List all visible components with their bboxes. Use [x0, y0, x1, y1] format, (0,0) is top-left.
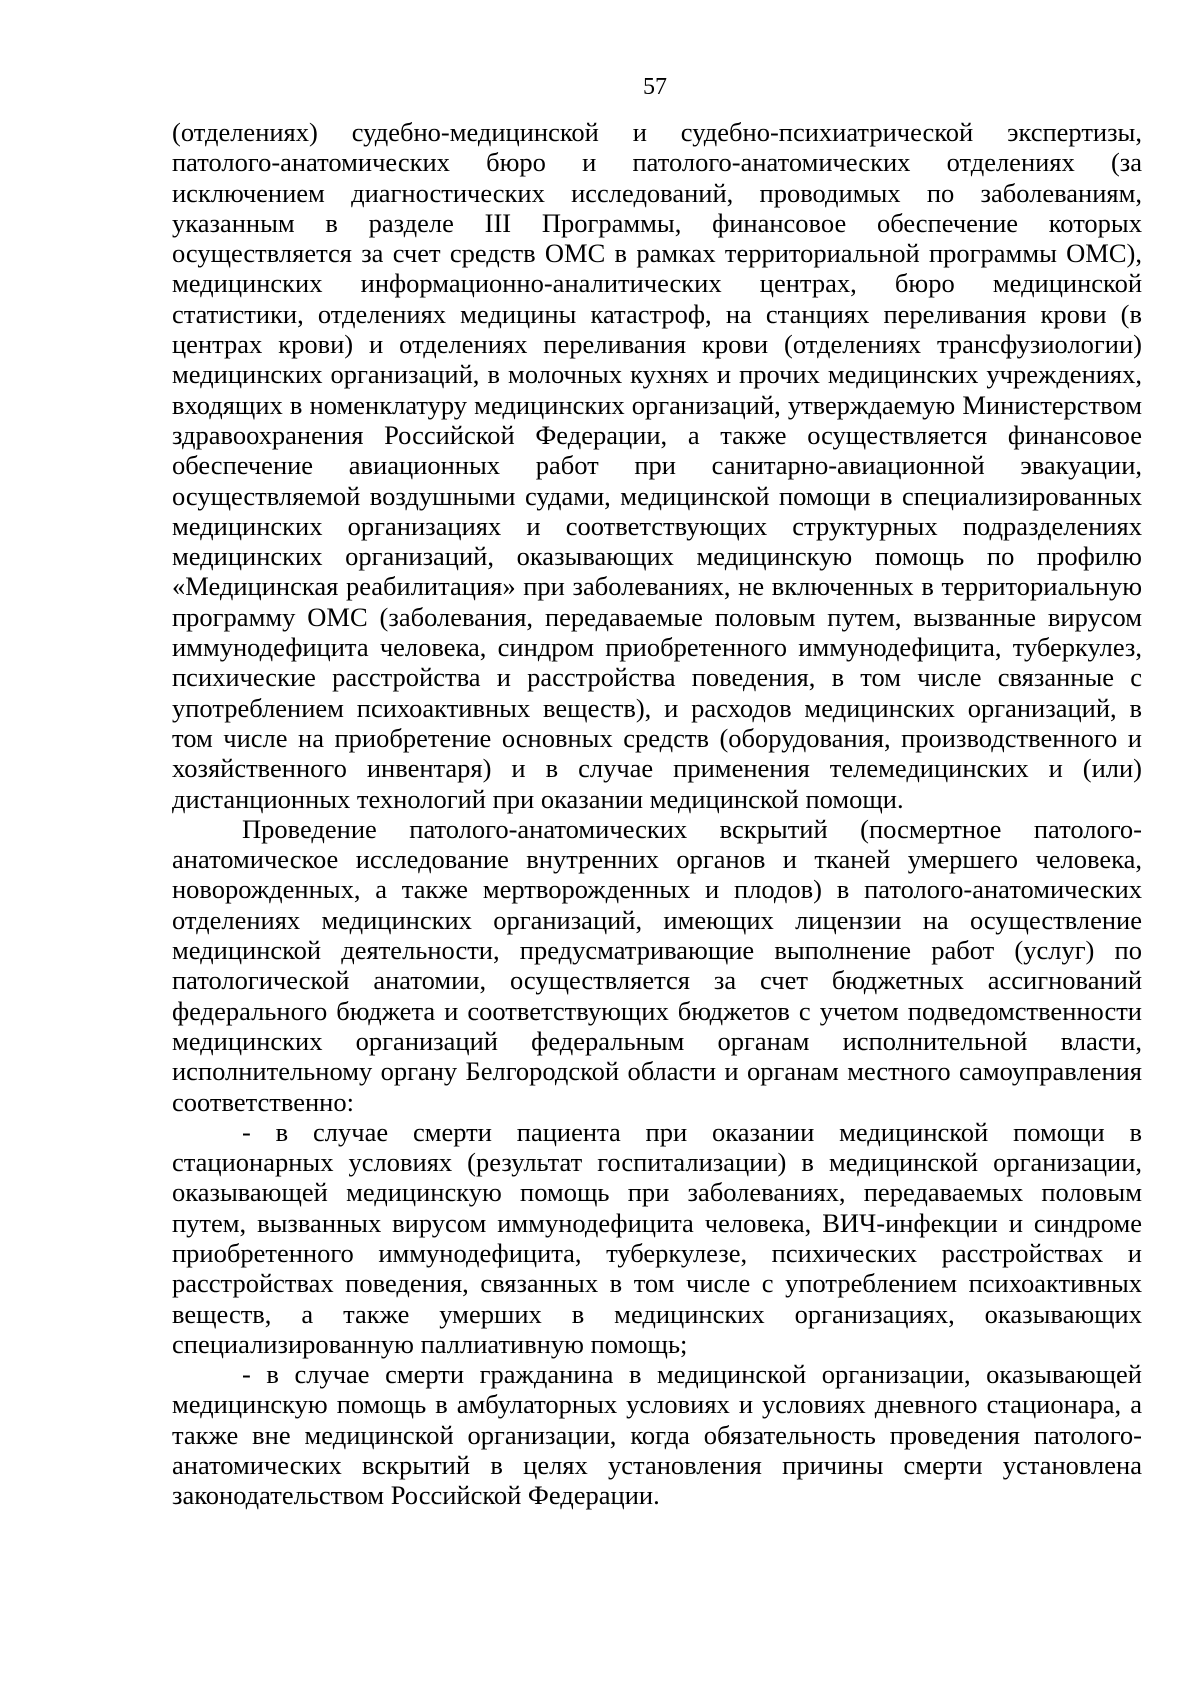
paragraph-continuation: (отделениях) судебно-медицинской и судебно-психиатрической экспертизы, патолого-анатомических бюро и патолого-анатомических отделениях (за исключением диагностических исследований, проводимых по заболеваниям, указанным в разделе III Программы, финансовое обеспечение которых осуществляется за счет средств ОМС в рамках территориальной программы ОМС), медицинских информационно-аналитических центрах, бюро медицинской статистики, отделениях медицины катастроф, на станциях переливания крови (в центрах крови) и отделениях переливания крови (отделениях трансфузиологии) медицинских организаций, в молочных кухнях и прочих медицинских учреждениях, входящих в номенклатуру медицинских организаций, утверждаемую Министерством здравоохранения Российской Федерации, а также осуществляется финансовое обеспечение авиационных работ при санитарно-авиационной эвакуации, осуществляемой воздушными судами, медицинской помощи в специализированных медицинских организациях и соответствующих структурных подразделениях медицинских организаций, оказывающих медицинскую помощь по профилю «Медицинская реабилитация» при заболеваниях, не включенных в территориальную программу ОМС (заболевания, передаваемые половым путем, вызванные вирусом иммунодефицита человека, синдром приобретенного иммунодефицита, туберкулез, психические расстройства и расстройства поведения, в том числе связанные с употреблением психоактивных веществ), и расходов медицинских организаций, в том числе на приобретение основных средств (оборудования, производственного и хозяйственного инвентаря) и в случае применения телемедицинских и (или) дистанционных технологий при оказании медицинской помощи.: [172, 117, 1142, 814]
paragraph-autopsy: Проведение патолого-анатомических вскрытий (посмертное патолого-анатомическое исследование внутренних органов и тканей умершего человека, новорожденных, а также мертворожденных и плодов) в патолого-анатомических отделениях медицинских организаций, имеющих лицензии на осуществление медицинской деятельности, предусматривающие выполнение работ (услуг) по патологической анатомии, осуществляется за счет бюджетных ассигнований федерального бюджета и соответствующих бюджетов с учетом подведомственности медицинских организаций федеральным органам исполнительной власти, исполнительному органу Белгородской области и органам местного самоуправления соответственно:: [172, 813, 1142, 1117]
list-item-outpatient-death: - в случае смерти гражданина в медицинской организации, оказывающей медицинскую помощь в амбулаторных условиях и условиях дневного стационара, а также вне медицинской организации, когда обязательность проведения патолого-анатомических вскрытий в целях установления причины смерти установлена законодательством Российской Федерации.: [172, 1359, 1142, 1511]
page-number: 57: [643, 74, 667, 100]
list-item-inpatient-death: - в случае смерти пациента при оказании медицинской помощи в стационарных условиях (результат госпитализации) в медицинской организации, оказывающей медицинскую помощь при заболеваниях, передаваемых половым путем, вызванных вирусом иммунодефицита человека, ВИЧ-инфекции и синдроме приобретенного иммунодефицита, туберкулезе, психических расстройствах и расстройствах поведения, связанных в том числе с употреблением психоактивных веществ, а также умерших в медицинских организациях, оказывающих специализированную паллиативную помощь;: [172, 1116, 1142, 1359]
document-body: [172, 117, 1142, 1511]
